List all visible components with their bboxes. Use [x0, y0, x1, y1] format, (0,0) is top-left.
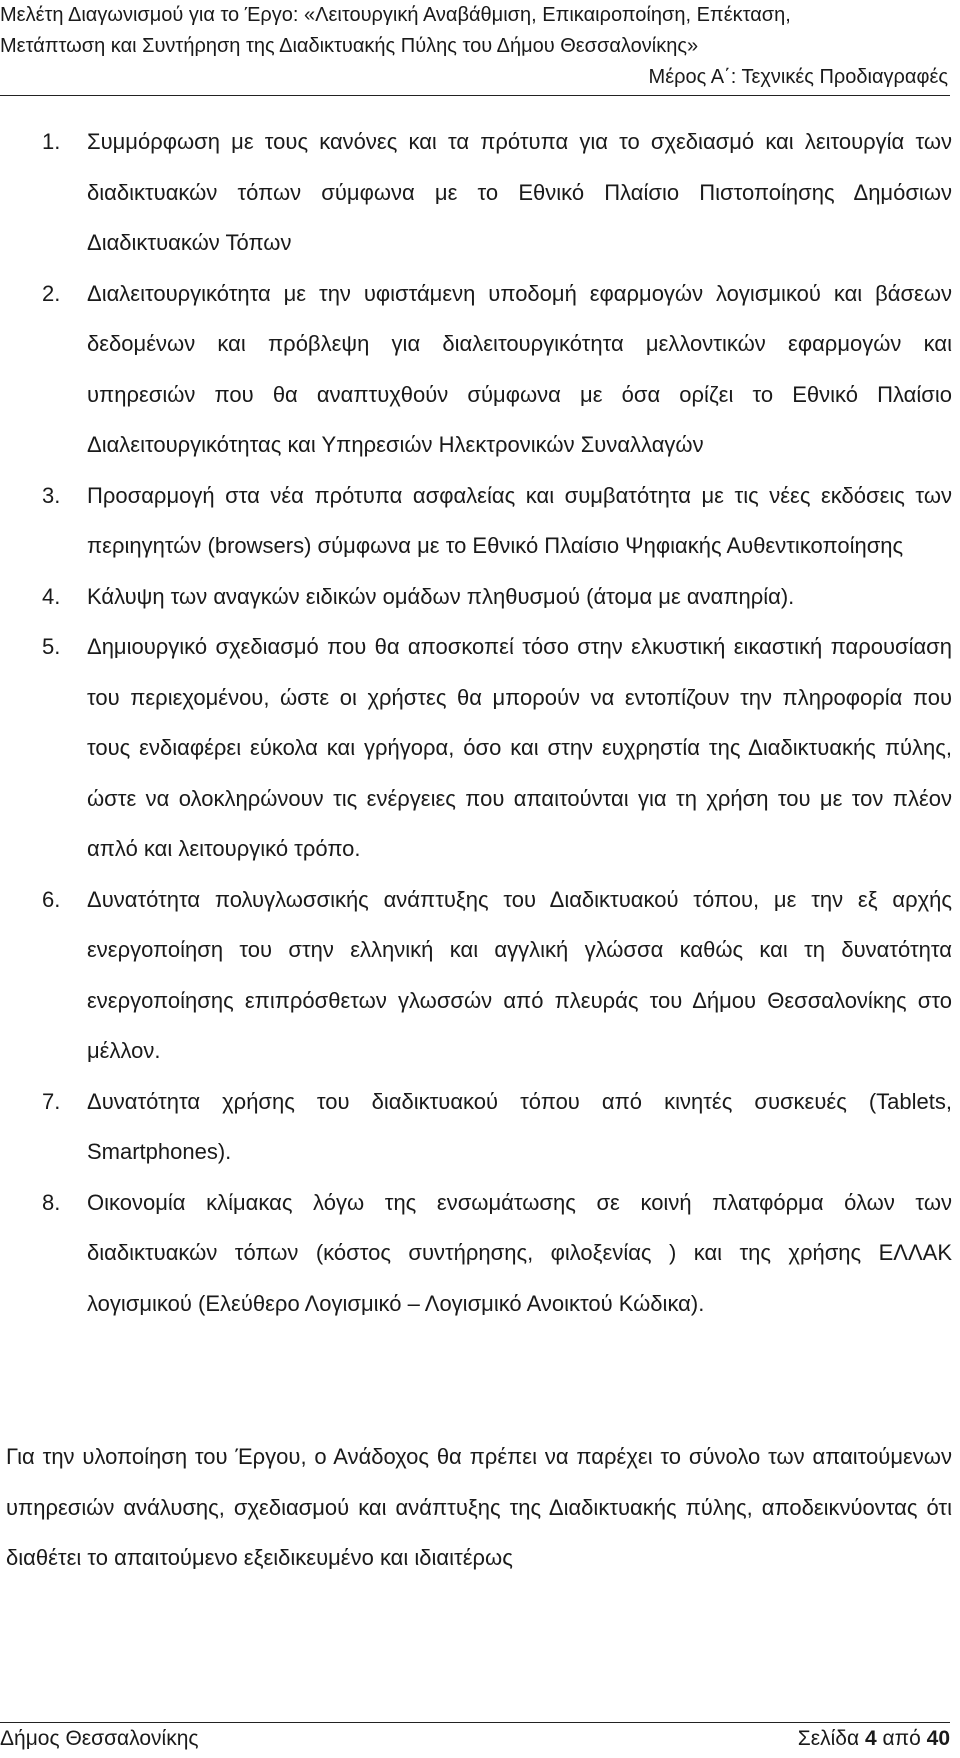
list-item [0, 471, 952, 572]
list-item-number: 1. [42, 129, 61, 154]
header-section: Μέρος Α΄: Τεχνικές Προδιαγραφές [648, 66, 948, 88]
list-item [0, 269, 952, 471]
list-item-text: Δυνατότητα πολυγλωσσικής ανάπτυξης του Διαδικτυακού τόπου, με την εξ αρχής ενεργοποίηση του στην ελληνική και αγγλική γλώσσα καθώς και τη δυνατότητα ενεργοποίησης επιπρόσθετων γλωσσών από πλευράς του Δήμου Θεσσαλονίκης στο μέλλον. [87, 886, 952, 1063]
body-paragraph: Για την υλοποίηση του Έργου, ο Ανάδοχος θα πρέπει να παρέχει το σύνολο των απαιτούμενων υπηρεσιών ανάλυσης, σχεδιασμού και ανάπτυξης της Διαδικτυακής πύλης, αποδεικνύοντας ότι διαθέτει το απαιτούμενο εξειδικευμένο και ιδιαιτέρως [6, 1444, 952, 1570]
list-item-number: 6. [42, 886, 61, 912]
list-item-text: Διαλειτουργικότητα με την υφιστάμενη υποδομή εφαρμογών λογισμικού και βάσεων δεδομένων και πρόβλεψη για διαλειτουργικότητα μελλοντικών εφαρμογών και υπηρεσιών που θα αναπτυχθούν σύμφωνα με όσα ορίζει το Εθνικό Πλαίσιο Διαλειτουργικότητας και Υπηρεσιών Ηλεκτρονικών Συναλλαγών [87, 280, 952, 457]
page-current: 4 [864, 1727, 877, 1750]
list-item-number: 5. [42, 634, 61, 659]
page-header [0, 0, 950, 96]
list-item-text: Κάλυψη των αναγκών ειδικών ομάδων πληθυσμού (άτομα με αναπηρία). [87, 583, 795, 609]
header-title-line-1: Μελέτη Διαγωνισμού για το Έργο: «Λειτουργική Αναβάθμιση, Επικαιροποίηση, Επέκταση, [0, 4, 791, 26]
list-item-number: 2. [42, 280, 61, 306]
list-item [0, 1178, 952, 1330]
list-item-number: 8. [42, 1189, 61, 1215]
list-item [0, 1077, 952, 1178]
page-number [798, 1727, 950, 1751]
list-item-number: 3. [42, 482, 61, 508]
page-prefix: Σελίδα [797, 1727, 865, 1750]
page-footer [0, 1722, 950, 1751]
list-item-text: Δημιουργικό σχεδιασμό που θα αποσκοπεί τόσο στην ελκυστική εικαστική παρουσίαση του περιεχομένου, ώστε οι χρήστες θα μπορούν να εντοπίζουν την πληροφορία που τους ενδιαφέρει εύκολα και γρήγορα, όσο και στην ευχρηστία της Διαδικτυακής πύλης, ώστε να ολοκληρώνουν τις ενέργειες που απαιτούνται για τη χρήση του με τον πλέον απλό και λειτουργικό τρόπο. [87, 634, 952, 861]
list-item [0, 572, 952, 623]
list-item-text: Συμμόρφωση με τους κανόνες και τα πρότυπα για το σχεδιασμό και λειτουργία των διαδικτυακών τόπων σύμφωνα με το Εθνικό Πλαίσιο Πιστοποίησης Δημόσιων Διαδικτυακών Τόπων [87, 129, 952, 255]
list-item-text: Οικονομία κλίμακας λόγω της ενσωμάτωσης σε κοινή πλατφόρμα όλων των διαδικτυακών τόπων (κόστος συντήρησης, φιλοξενίας ) και της χρήσης ΕΛΛΑΚ λογισμικού (Ελεύθερο Λογισμικό – Λογισμικό Ανοικτού Κώδικα). [87, 1189, 952, 1316]
list-item [0, 875, 952, 1077]
requirements-list [0, 117, 952, 1329]
list-item-number: 7. [42, 1088, 61, 1114]
list-item-number: 4. [42, 583, 61, 609]
list-item-text: Δυνατότητα χρήσης του διαδικτυακού τόπου από κινητές συσκευές (Tablets, Smartphones). [87, 1088, 952, 1164]
page-of: από [876, 1727, 927, 1750]
header-title-line-2: Μετάπτωση και Συντήρηση της Διαδικτυακής Πύλης του Δήμου Θεσσαλονίκης» [0, 35, 699, 57]
list-item-text: Προσαρμογή στα νέα πρότυπα ασφαλείας και συμβατότητα με τις νέες εκδόσεις των περιηγητών (browsers) σύμφωνα με το Εθνικό Πλαίσιο Ψηφιακής Αυθεντικοποίησης [87, 482, 952, 558]
page-total: 40 [926, 1727, 950, 1750]
list-item [0, 622, 952, 875]
list-item [0, 117, 952, 269]
footer-organization: Δήμος Θεσσαλονίκης [0, 1727, 199, 1750]
